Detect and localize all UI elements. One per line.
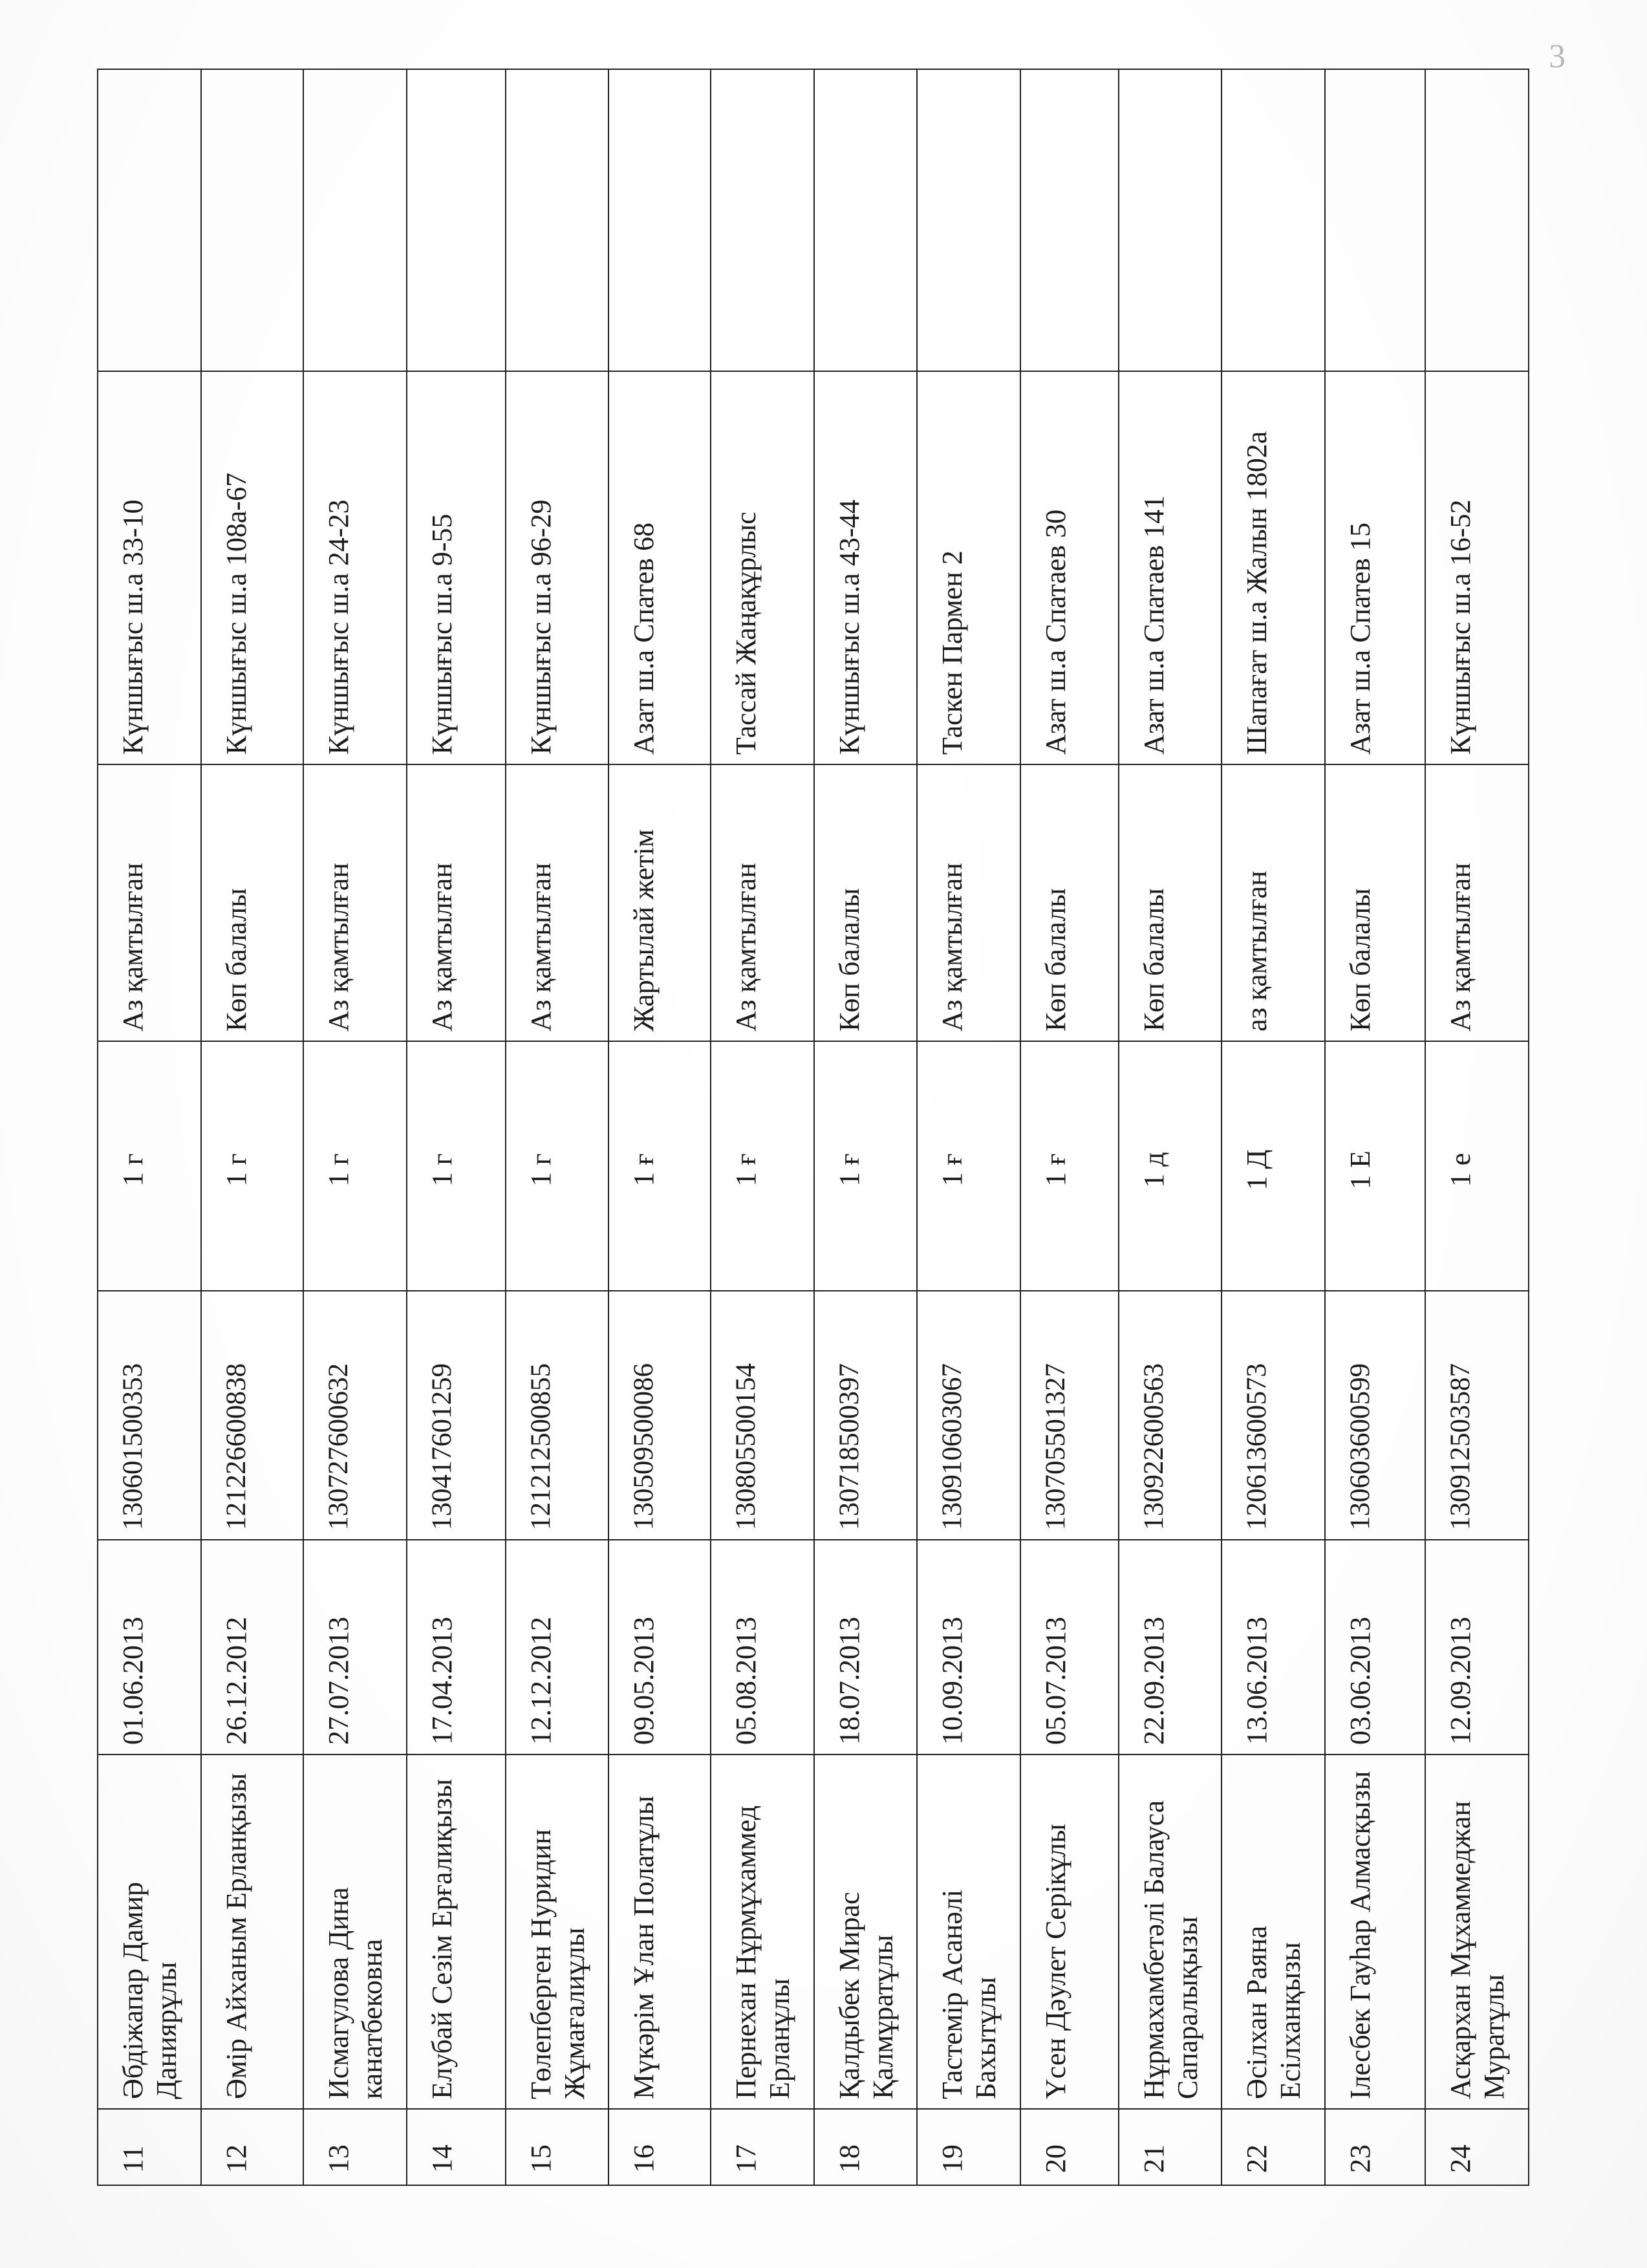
table-row — [1020, 69, 1118, 2185]
row-number: 15 — [506, 2109, 609, 2185]
note-cell — [814, 69, 918, 371]
student-name: Әсілхан Раяна Есілханқызы — [1222, 1755, 1325, 2109]
row-number: 11 — [98, 2109, 201, 2185]
home-address: Күншығыс ш.а 9-55 — [407, 371, 506, 764]
row-number: 22 — [1222, 2109, 1325, 2185]
student-name: Әмір Айханым Ерланқызы — [201, 1755, 304, 2109]
note-cell — [1425, 69, 1529, 371]
social-status: Көп балалы — [1119, 764, 1222, 1041]
note-cell — [711, 69, 814, 371]
birth-date: 10.09.2013 — [917, 1540, 1020, 1755]
class-name: 1 д — [1119, 1041, 1222, 1291]
social-status: Көп балалы — [201, 764, 304, 1041]
birth-date: 05.08.2013 — [711, 1540, 814, 1755]
social-status: Аз қамтылған — [711, 764, 814, 1041]
table-row — [1119, 69, 1222, 2185]
class-name: 1 ғ — [1020, 1041, 1118, 1291]
student-name: Ілесбек Гауһар Алмасқызы — [1325, 1755, 1425, 2109]
birth-date: 22.09.2013 — [1119, 1540, 1222, 1755]
home-address: Азат ш.а Спатаев 141 — [1119, 371, 1222, 764]
birth-date: 03.06.2013 — [1325, 1540, 1425, 1755]
iin-code: 130805500154 — [711, 1291, 814, 1540]
social-status: Аз қамтылған — [1425, 764, 1529, 1041]
social-status: Көп балалы — [1020, 764, 1118, 1041]
table-row — [1222, 69, 1325, 2185]
table-row — [407, 69, 506, 2185]
student-name: Исмагулова Дина канатбековна — [303, 1755, 407, 2109]
student-name: Пернехан Нұрмұхаммед Ерланұлы — [711, 1755, 814, 2109]
class-name: 1 ғ — [917, 1041, 1020, 1291]
iin-code: 130601500353 — [98, 1291, 201, 1540]
student-name: Үсен Дәулет Серікұлы — [1020, 1755, 1118, 2109]
iin-code: 130417601259 — [407, 1291, 506, 1540]
home-address: Азат ш.а Спатаев 30 — [1020, 371, 1118, 764]
social-status: Аз қамтылған — [303, 764, 407, 1041]
table-row — [201, 69, 304, 2185]
table-row — [814, 69, 918, 2185]
class-name: 1 Е — [1325, 1041, 1425, 1291]
note-cell — [917, 69, 1020, 371]
social-status: Аз қамтылған — [98, 764, 201, 1041]
birth-date: 26.12.2012 — [201, 1540, 304, 1755]
student-name: Қалдыбек Мирас Қалмұратұлы — [814, 1755, 918, 2109]
birth-date: 09.05.2013 — [608, 1540, 710, 1755]
class-name: 1 г — [303, 1041, 407, 1291]
student-list-table — [97, 69, 1529, 2186]
row-number: 19 — [917, 2109, 1020, 2185]
student-name: Мүкәрім Ұлан Полатұлы — [608, 1755, 710, 2109]
social-status: Жартылай жетім — [608, 764, 710, 1041]
row-number: 17 — [711, 2109, 814, 2185]
birth-date: 12.09.2013 — [1425, 1540, 1529, 1755]
row-number: 24 — [1425, 2109, 1529, 2185]
note-cell — [1222, 69, 1325, 371]
note-cell — [608, 69, 710, 371]
home-address: Күншығыс ш.а 96-29 — [506, 371, 609, 764]
note-cell — [1020, 69, 1118, 371]
table-row — [1425, 69, 1529, 2185]
student-name: Төлепберген Нуридин Жұмағалиұлы — [506, 1755, 609, 2109]
home-address: Күншығыс ш.а 43-44 — [814, 371, 918, 764]
social-status: Аз қамтылған — [917, 764, 1020, 1041]
row-number: 21 — [1119, 2109, 1222, 2185]
row-number: 23 — [1325, 2109, 1425, 2185]
home-address: Тассай Жаңақұрлыс — [711, 371, 814, 764]
home-address: Күншығыс ш.а 108а-67 — [201, 371, 304, 764]
class-name: 1 е — [1425, 1041, 1529, 1291]
class-name: 1 г — [506, 1041, 609, 1291]
table-row — [98, 69, 201, 2185]
iin-code: 130727600632 — [303, 1291, 407, 1540]
home-address: Күншығыс ш.а 33-10 — [98, 371, 201, 764]
table-row — [711, 69, 814, 2185]
social-status: Көп балалы — [1325, 764, 1425, 1041]
note-cell — [98, 69, 201, 371]
home-address: Күншығыс ш.а 24-23 — [303, 371, 407, 764]
note-cell — [303, 69, 407, 371]
home-address: Азат ш.а Спатев 68 — [608, 371, 710, 764]
iin-code: 130509500086 — [608, 1291, 710, 1540]
birth-date: 27.07.2013 — [303, 1540, 407, 1755]
class-name: 1 г — [407, 1041, 506, 1291]
note-cell — [407, 69, 506, 371]
social-status: аз қамтылған — [1222, 764, 1325, 1041]
student-name: Нұрмахамбетәлі Балауса Сапаралықызы — [1119, 1755, 1222, 2109]
home-address: Таскен Пармен 2 — [917, 371, 1020, 764]
iin-code: 130705501327 — [1020, 1291, 1118, 1540]
social-status: Көп балалы — [814, 764, 918, 1041]
row-number: 12 — [201, 2109, 304, 2185]
iin-code: 121212500855 — [506, 1291, 609, 1540]
iin-code: 130603600599 — [1325, 1291, 1425, 1540]
birth-date: 01.06.2013 — [98, 1540, 201, 1755]
note-cell — [201, 69, 304, 371]
rotated-table-container — [97, 70, 1529, 2186]
student-name: Асқархан Мұхаммеджан Муратұлы — [1425, 1755, 1529, 2109]
class-name: 1 Д — [1222, 1041, 1325, 1291]
class-name: 1 ғ — [711, 1041, 814, 1291]
birth-date: 18.07.2013 — [814, 1540, 918, 1755]
table-row — [506, 69, 609, 2185]
row-number: 20 — [1020, 2109, 1118, 2185]
table-row — [608, 69, 710, 2185]
class-name: 1 ғ — [814, 1041, 918, 1291]
iin-code: 130910603067 — [917, 1291, 1020, 1540]
row-number: 18 — [814, 2109, 918, 2185]
iin-code: 130912503587 — [1425, 1291, 1529, 1540]
birth-date: 13.06.2013 — [1222, 1540, 1325, 1755]
iin-code: 120613600573 — [1222, 1291, 1325, 1540]
table-row — [917, 69, 1020, 2185]
note-cell — [1325, 69, 1425, 371]
row-number: 14 — [407, 2109, 506, 2185]
student-name: Тастемір Асанәлі Бахытұлы — [917, 1755, 1020, 2109]
student-name: Әбдіжапар Дамир Даниярұлы — [98, 1755, 201, 2109]
table-body — [98, 69, 1529, 2185]
note-cell — [506, 69, 609, 371]
table-row — [303, 69, 407, 2185]
row-number: 13 — [303, 2109, 407, 2185]
social-status: Аз қамтылған — [506, 764, 609, 1041]
home-address: Шапағат ш.а Жалын 1802а — [1222, 371, 1325, 764]
row-number: 16 — [608, 2109, 710, 2185]
note-cell — [1119, 69, 1222, 371]
table-area — [97, 70, 1529, 2186]
home-address: Азат ш.а Спатев 15 — [1325, 371, 1425, 764]
table-row — [1325, 69, 1425, 2185]
birth-date: 17.04.2013 — [407, 1540, 506, 1755]
iin-code: 130718500397 — [814, 1291, 918, 1540]
class-name: 1 г — [201, 1041, 304, 1291]
class-name: 1 ғ — [608, 1041, 710, 1291]
iin-code: 130922600563 — [1119, 1291, 1222, 1540]
iin-code: 121226600838 — [201, 1291, 304, 1540]
home-address: Күншығыс ш.а 16-52 — [1425, 371, 1529, 764]
social-status: Аз қамтылған — [407, 764, 506, 1041]
page-number-mark: 3 — [1549, 38, 1566, 75]
class-name: 1 г — [98, 1041, 201, 1291]
birth-date: 05.07.2013 — [1020, 1540, 1118, 1755]
student-name: Елубай Сезім Ерғалиқызы — [407, 1755, 506, 2109]
birth-date: 12.12.2012 — [506, 1540, 609, 1755]
